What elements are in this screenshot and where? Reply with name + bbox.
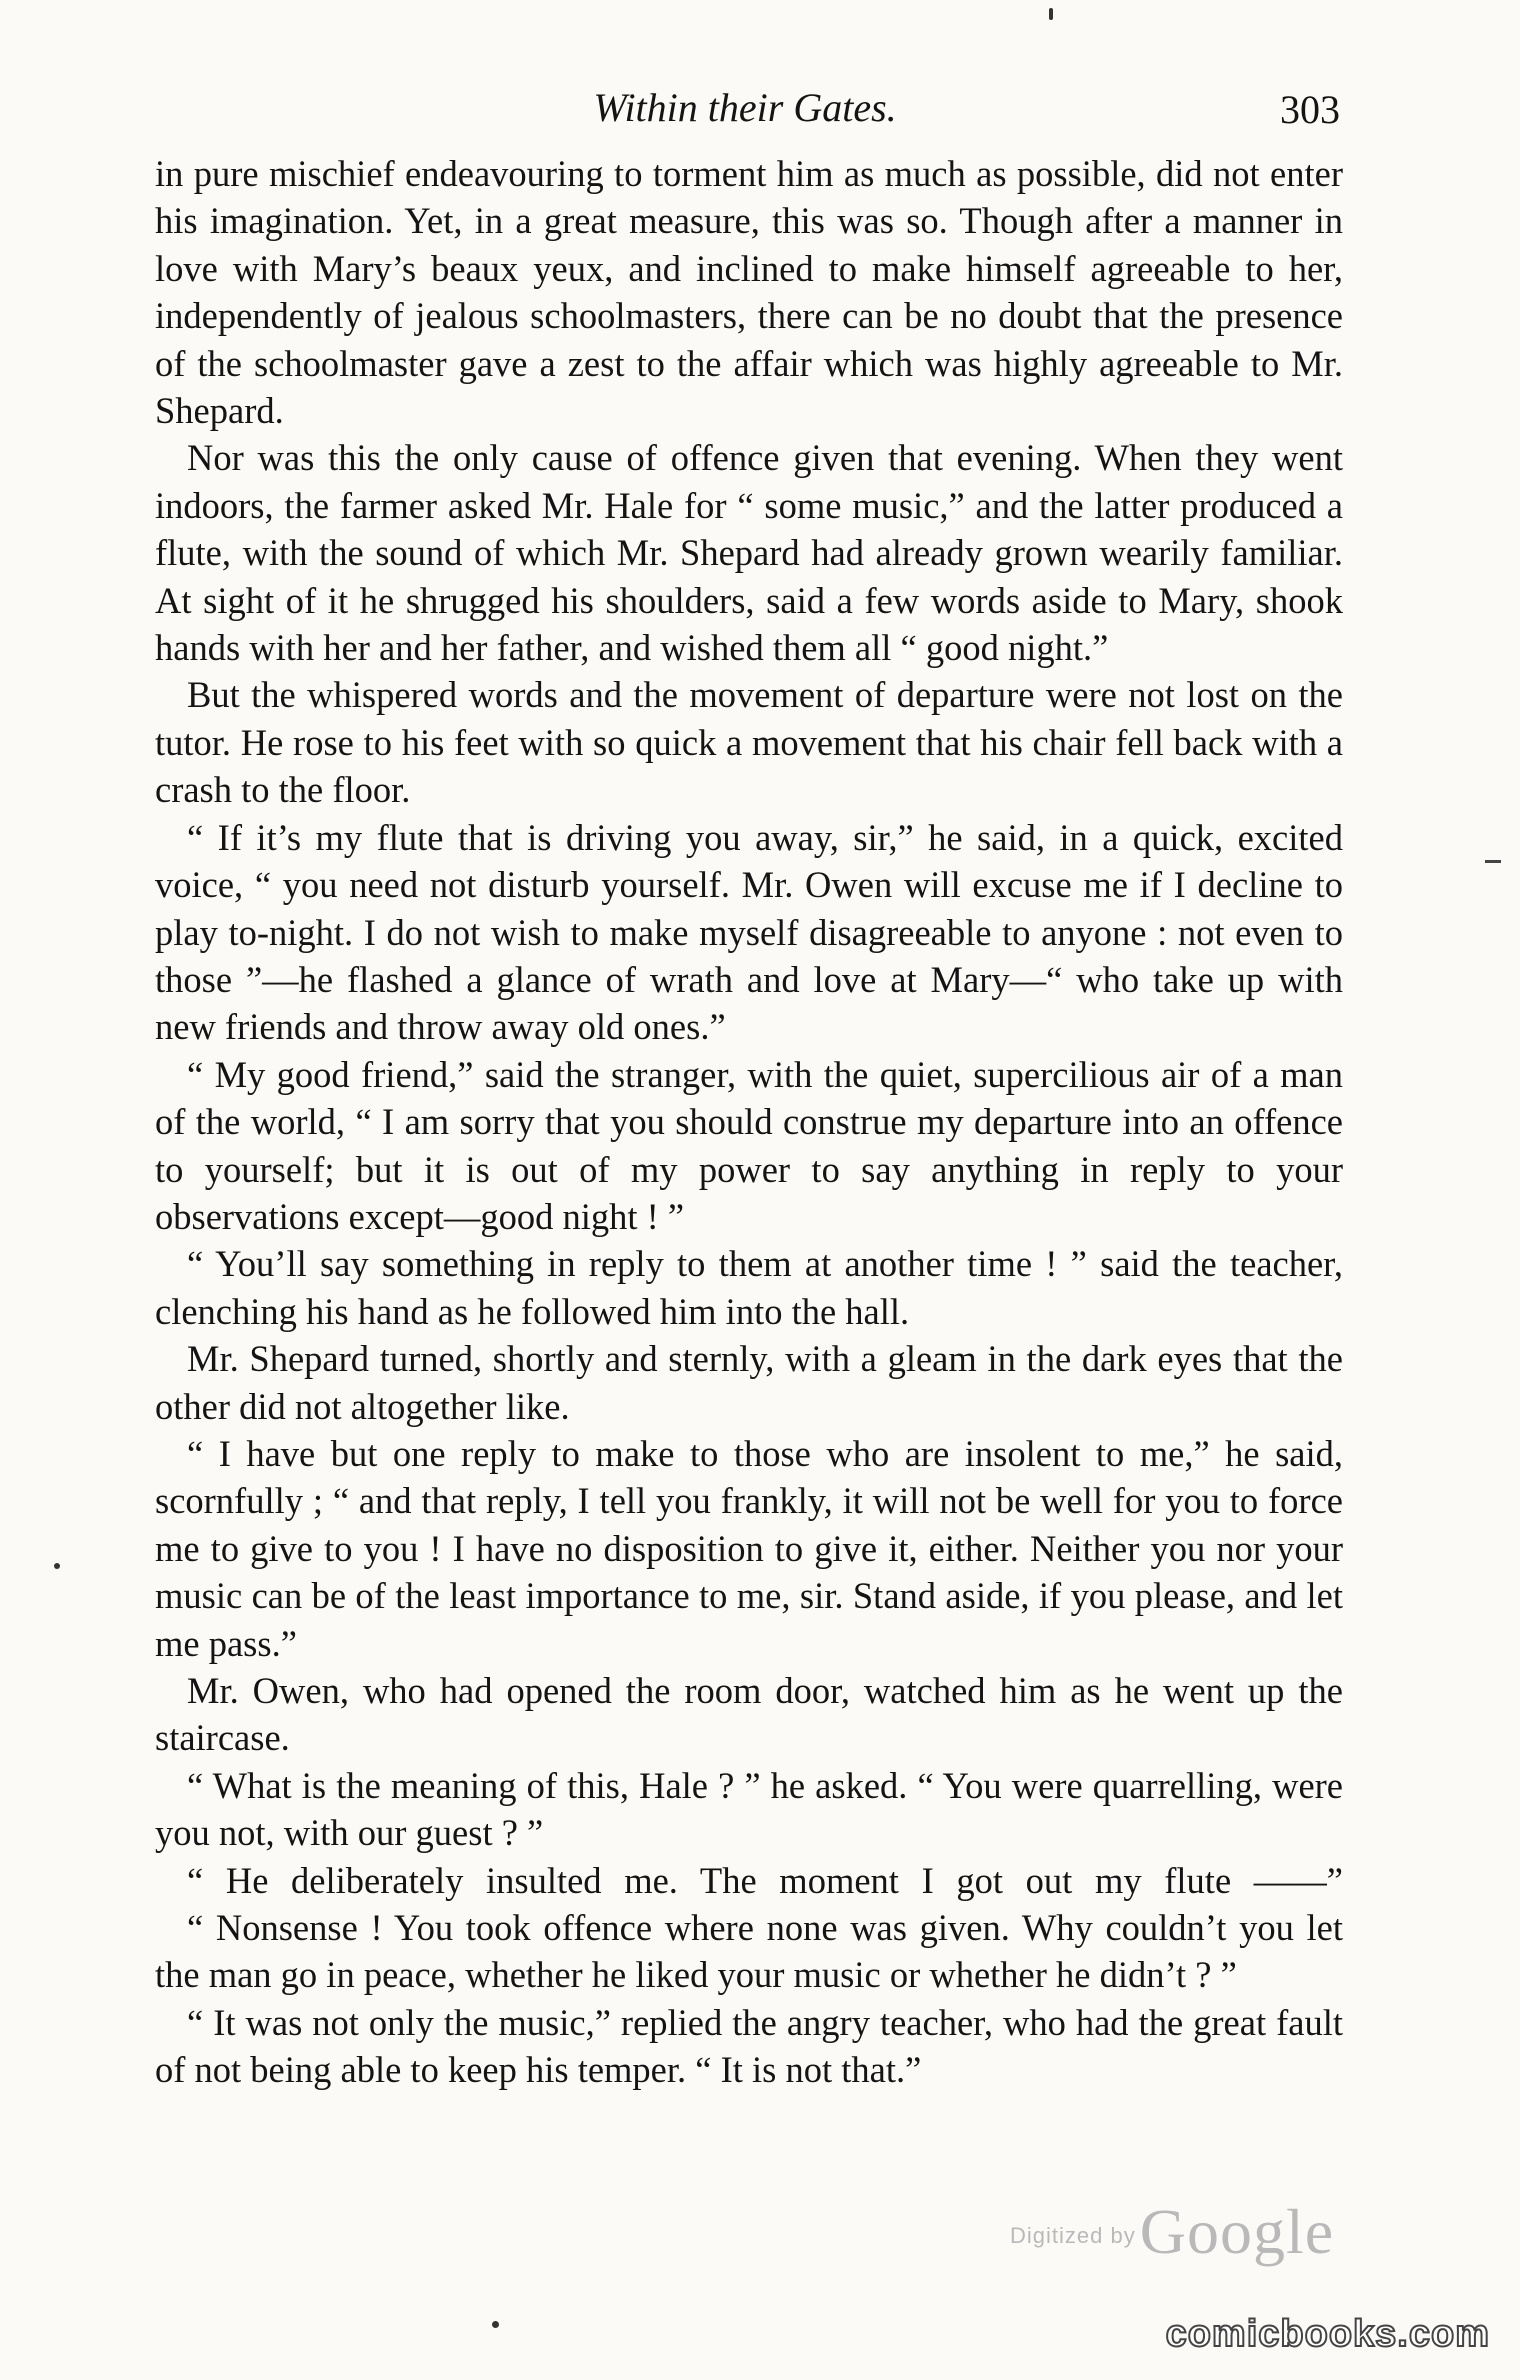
watermark-prefix: Digitized by xyxy=(1010,2223,1136,2248)
speck xyxy=(492,2321,499,2328)
paragraph: “ What is the meaning of this, Hale ? ” he asked. “ You were quarrelling, were you not, with our guest ? ” xyxy=(155,1764,1343,1854)
page-number: 303 xyxy=(1280,87,1340,132)
paragraph: But the whispered words and the movement of departure were not lost on the tutor. He rose to his feet with so quick a movement that his chair fell back with a crash to the floor. xyxy=(155,674,1343,811)
google-logo: Google xyxy=(1139,2196,1335,2267)
digitized-watermark xyxy=(1010,2195,1334,2269)
paragraph: Mr. Owen, who had opened the room door, watched him as he went up the staircase. xyxy=(155,1670,1343,1759)
paragraph: “ You’ll say something in reply to them at another time ! ” said the teacher, clenching his hand as he followed him into the hall. xyxy=(155,1243,1343,1332)
running-title: Within their Gates. xyxy=(593,85,897,130)
paragraph: Mr. Shepard turned, shortly and sternly, with a gleam in the dark eyes that the other did not altogether like. xyxy=(155,1338,1343,1427)
paragraph: “ It was not only the music,” replied the angry teacher, who had the great fault of not being able to keep his temper. “ It is not that.” xyxy=(155,2001,1343,2091)
paragraph: Nor was this the only cause of offence given that evening. When they went indoors, the farmer asked Mr. Hale for “ some music,” and the latter produced a flute, with the sound of which Mr. Shepard had already grown wearily familiar. At sight of it he shrugged his shoulders, said a few words aside to Mary, shook hands with her and her father, and wished them all “ good night.” xyxy=(155,437,1343,669)
paragraph: “ I have but one reply to make to those who are insolent to me,” he said, scornfully ; “ and that reply, I tell you frankly, it will not be well for you to force me to give to you ! I have no disposition to give it, either. Neither you nor your music can be of the least importance to me, sir. Stand aside, if you please, and let me pass.” xyxy=(155,1432,1343,1664)
paragraph: “ Nonsense ! You took offence where none was given. Why couldn’t you let the man go in peace, whether he liked your music or whether he didn’t ? ” xyxy=(155,1907,1343,1996)
speck xyxy=(54,1563,60,1569)
paragraph: “ My good friend,” said the stranger, with the quiet, supercilious air of a man of the world, “ I am sorry that you should construe my departure into an offence to yourself; but it is out of my power to say anything in reply to your observations except—good night ! ” xyxy=(155,1053,1343,1237)
paragraph: “ If it’s my flute that is driving you away, sir,” he said, in a quick, excited voice, “ you need not disturb yourself. Mr. Owen will excuse me if I decline to play to-night. I do not wish to make myself disagreeable to anyone : not even to those ”—he flashed a glance of wrath and love at Mary—“ who take up with new friends and throw away old ones.” xyxy=(155,816,1343,1048)
site-watermark: comicbooks.com xyxy=(1165,2313,1490,2355)
paragraph: “ He deliberately insulted me. The moment I got out my flute ——” xyxy=(187,1859,1343,1901)
running-head xyxy=(150,82,1340,142)
body-text xyxy=(155,150,1343,2094)
speck xyxy=(1049,8,1053,20)
paragraph: in pure mischief endeavouring to torment him as much as possible, did not enter his imagination. Yet, in a great measure, this was so. Though after a manner in love with Mary’s beaux yeux, and inclined to make himself agreeable to her, independently of jealous schoolmasters, there can be no doubt that the presence of the schoolmaster gave a zest to the affair which was highly agreeable to Mr. Shepard. xyxy=(155,153,1343,432)
margin-mark xyxy=(1485,860,1501,863)
